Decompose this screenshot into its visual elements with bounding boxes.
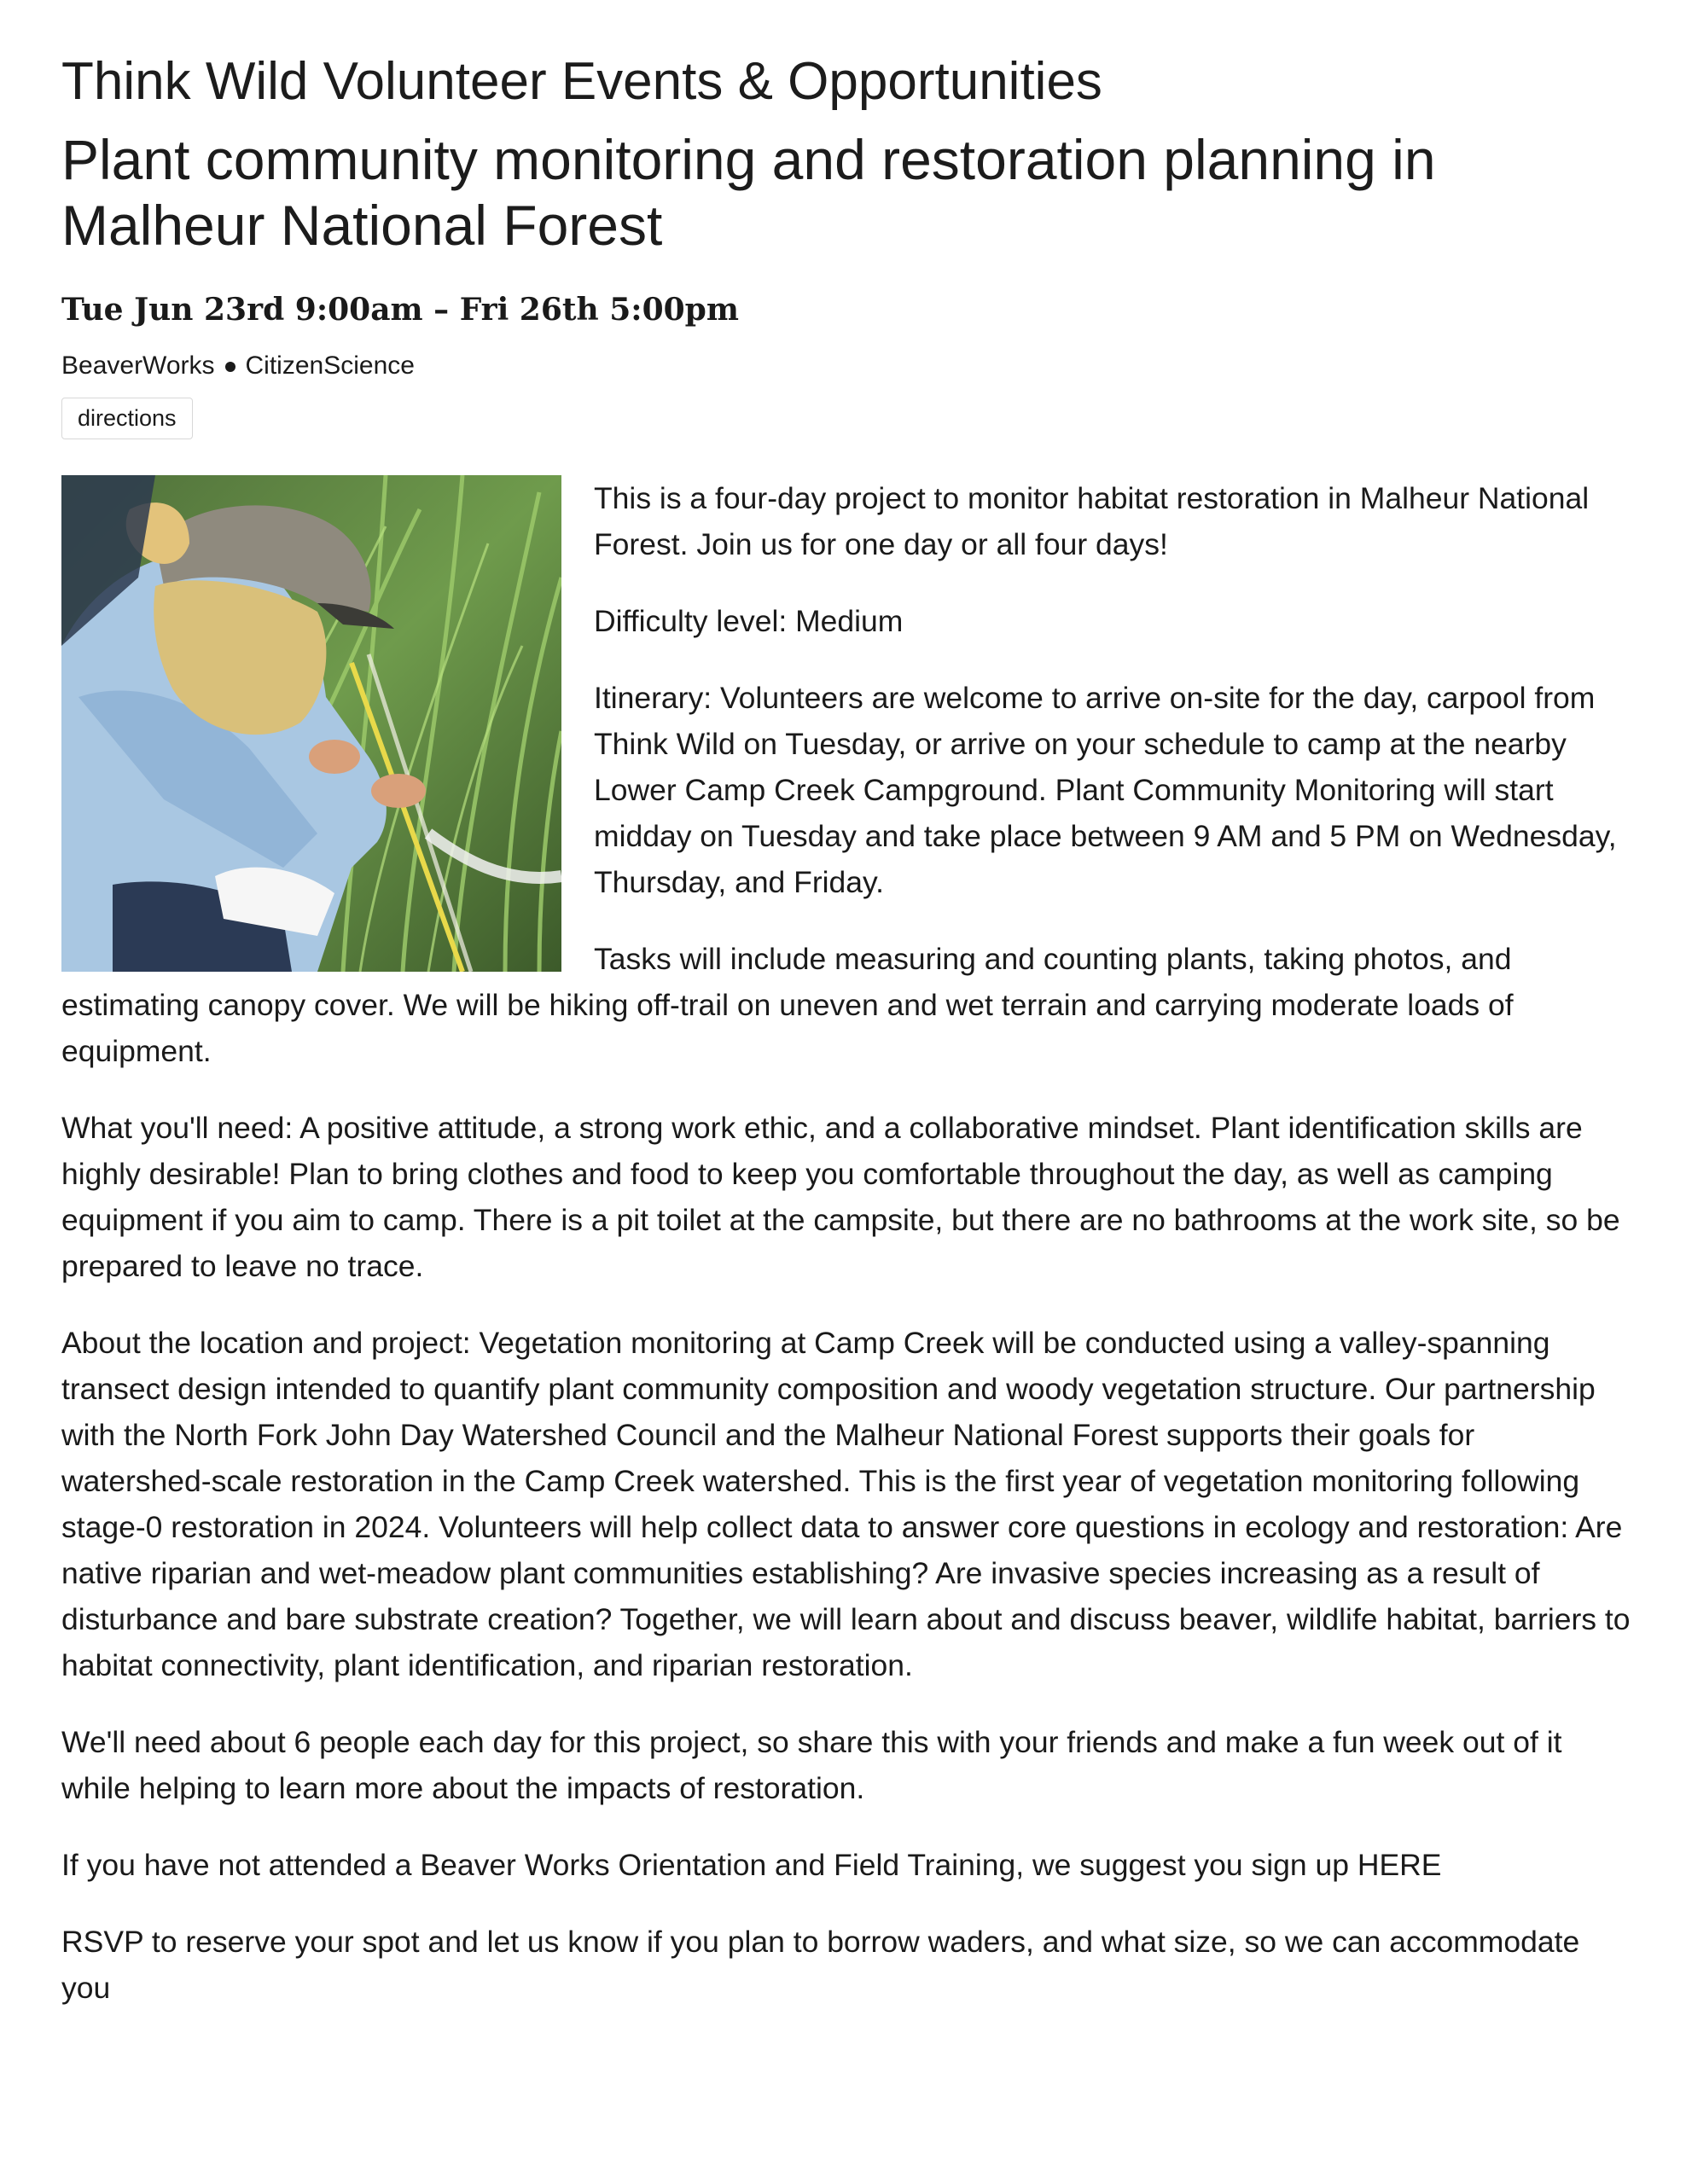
description-paragraph: This is a four-day project to monitor habitat restoration in Malheur National Forest. Join us for one day or all four days! [594, 481, 1590, 562]
event-page [61, 51, 1631, 2042]
description-paragraph: About the location and project: Vegetation monitoring at Camp Creek will be conducted using a valley-spanning transect design intended to quantify plant community composition and woody vegetation structure. Our partnership with the North Fork John Day Watershed Council and the Malheur National Forest supports their goals for watershed-scale restoration in the Camp Creek watershed. This is the first year of vegetation monitoring following stage-0 restoration in 2024. Volunteers will help collect data to answer core questions in ecology and restoration: Are native riparian and wet-meadow plant communities establishing? Are invasive species increasing as a result of disturbance and bare substrate creation? Together, we will learn about and discuss beaver, wildlife habitat, barriers to habitat connectivity, plant identification, and riparian restoration. [61, 1326, 1631, 1683]
directions-button[interactable]: directions [61, 398, 193, 439]
description-paragraph: What you'll need: A positive attitude, a strong work ethic, and a collaborative mindset. Plant identification skills are highly desirable! Plan to bring clothes and food to keep you comfortable throughout the day, as well as camping equipment if you aim to camp. There is a pit toilet at the campsite, but there are no bathrooms at the work site, so be prepared to leave no trace. [61, 1111, 1620, 1284]
tag-citizenscience[interactable]: CitizenScience [245, 351, 415, 380]
event-description [61, 475, 1631, 2011]
site-title: Think Wild Volunteer Events & Opportunities [61, 52, 1102, 111]
event-date: Tue Jun 23rd 9:00am – Fri 26th 5:00pm [61, 292, 739, 328]
description-paragraph: Tasks will include measuring and counting plants, taking photos, and estimating canopy cover. We will be hiking off-trail on uneven and wet terrain and carrying moderate loads of equipment. [61, 942, 1514, 1069]
description-paragraph: Itinerary: Volunteers are welcome to arrive on-site for the day, carpool from Think Wild on Tuesday, or arrive on your schedule to camp at the nearby Lower Camp Creek Campground. Plant Community Monitoring will start midday on Tuesday and take place between 9 AM and 5 PM on Wednesday, Thursday, and Friday. [594, 681, 1617, 900]
description-paragraph: If you have not attended a Beaver Works Orientation and Field Training, we suggest you sign up HERE [61, 1848, 1442, 1883]
bullet-icon [225, 362, 235, 372]
event-title: Plant community monitoring and restoration planning in Malheur National Forest [61, 128, 1436, 257]
description-paragraph: We'll need about 6 people each day for this project, so share this with your friends and make a fun week out of it while helping to learn more about the impacts of restoration. [61, 1725, 1562, 1806]
description-paragraph: Difficulty level: Medium [594, 604, 904, 639]
event-tags [61, 351, 1631, 380]
tag-beaverworks[interactable]: BeaverWorks [61, 351, 215, 380]
volunteer-photo [61, 475, 561, 972]
description-paragraph: RSVP to reserve your spot and let us know if you plan to borrow waders, and what size, so we can accommodate you [61, 1925, 1580, 2006]
